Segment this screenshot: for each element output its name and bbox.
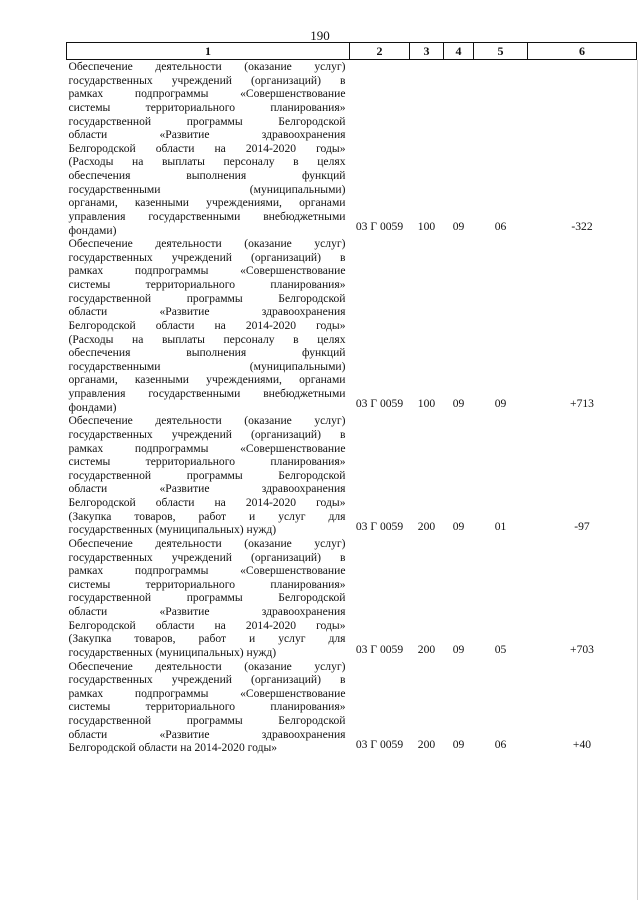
description-line: Обеспечение деятельности (оказание услуг) (68, 659, 346, 673)
row-subsection: 01 (494, 520, 507, 534)
row-subsection: 06 (494, 738, 507, 752)
row-expense-type: 200 (417, 642, 436, 656)
row-amount: -97 (574, 520, 590, 534)
table-row (67, 537, 637, 660)
description-line: государственными (муниципальными) (68, 359, 346, 373)
description-line: управления государственными внебюджетными (68, 209, 346, 223)
column-header-6: 6 (528, 43, 637, 60)
budget-table (66, 42, 637, 755)
description-line: системы территориального планирования» (68, 100, 346, 114)
row-section: 09 (452, 520, 465, 534)
description-line: Обеспечение деятельности (оказание услуг) (68, 536, 346, 550)
table-row (67, 60, 637, 238)
row-description (67, 414, 350, 537)
row-expense-type: 200 (417, 738, 436, 752)
description-line: обеспечения выполнения функций (68, 169, 346, 182)
description-line: (Закупка товаров, работ и услуг для (68, 509, 346, 523)
row-expense-type: 100 (417, 220, 436, 234)
description-line: рамках подпрограммы «Совершенствование (68, 686, 346, 700)
table-header-row (67, 43, 637, 60)
description-line: государственной программы Белгородской (68, 591, 346, 605)
description-line: фондами) (68, 223, 117, 237)
description-line: Обеспечение деятельности (оказание услуг) (68, 237, 346, 251)
description-line: органами, казенными учреждениями, органами (68, 196, 346, 210)
description-line: Белгородской области на 2014-2020 годы» (68, 618, 346, 632)
description-line: государственных учреждений (организаций) в (68, 73, 346, 87)
description-line: рамках подпрограммы «Совершенствование (68, 441, 346, 455)
description-line: государственных учреждений (организаций) в (68, 250, 346, 264)
description-line: государственными (муниципальными) (68, 182, 346, 196)
column-header-4: 4 (444, 43, 474, 60)
row-description (67, 537, 350, 660)
description-line: Белгородской области на 2014-2020 годы» (68, 141, 346, 155)
description-line: системы территориального планирования» (68, 577, 346, 591)
description-line: системы территориального планирования» (68, 278, 346, 291)
description-line: государственной программы Белгородской (68, 468, 346, 482)
description-line: Белгородской области на 2014-2020 годы» (68, 496, 346, 509)
description-line: государственной программы Белгородской (68, 714, 346, 727)
row-code: 03 Г 0059 (355, 397, 404, 411)
description-line: фондами) (68, 400, 117, 414)
row-section: 09 (452, 642, 465, 656)
description-line: государственной программы Белгородской (68, 114, 346, 128)
row-subsection: 05 (494, 642, 507, 656)
description-line: (Расходы на выплаты персоналу в целях (68, 332, 346, 346)
description-line: государственных (муниципальных) нужд) (68, 523, 277, 537)
table-row (67, 414, 637, 537)
column-header-3: 3 (410, 43, 444, 60)
description-line: области «Развитие здравоохранения (68, 128, 346, 142)
description-line: системы территориального планирования» (68, 455, 346, 469)
row-description (67, 660, 350, 755)
row-description (67, 237, 350, 414)
row-expense-type: 100 (417, 397, 436, 411)
description-line: государственных учреждений (организаций) в (68, 550, 346, 564)
row-amount: +703 (570, 642, 594, 656)
description-line: Белгородской области на 2014-2020 годы» (68, 741, 278, 755)
description-line: области «Развитие здравоохранения (68, 727, 346, 741)
description-line: системы территориального планирования» (68, 700, 346, 714)
row-code: 03 Г 0059 (355, 520, 404, 534)
description-line: (Закупка товаров, работ и услуг для (68, 632, 346, 646)
description-line: области «Развитие здравоохранения (68, 305, 346, 319)
column-header-1: 1 (67, 43, 350, 60)
row-amount: -322 (571, 220, 593, 234)
description-line: области «Развитие здравоохранения (68, 605, 346, 618)
column-header-5: 5 (474, 43, 528, 60)
table-row (67, 660, 637, 755)
description-line: Белгородской области на 2014-2020 годы» (68, 318, 346, 332)
description-line: рамках подпрограммы «Совершенствование (68, 564, 346, 578)
row-code: 03 Г 0059 (355, 738, 404, 752)
row-section: 09 (452, 738, 465, 752)
description-line: обеспечения выполнения функций (68, 346, 346, 360)
description-line: Обеспечение деятельности (оказание услуг) (68, 414, 346, 428)
row-amount: +40 (572, 738, 592, 752)
description-line: области «Развитие здравоохранения (68, 482, 346, 496)
description-line: Обеспечение деятельности (оказание услуг) (68, 60, 346, 73)
row-expense-type: 200 (417, 520, 436, 534)
row-section: 09 (452, 220, 465, 234)
description-line: государственных учреждений (организаций) в (68, 673, 346, 687)
description-line: рамках подпрограммы «Совершенствование (68, 87, 346, 101)
description-line: государственной программы Белгородской (68, 291, 346, 305)
row-description (67, 60, 350, 238)
description-line: управления государственными внебюджетными (68, 387, 346, 400)
table-row (67, 237, 637, 414)
page-number: 190 (310, 28, 330, 43)
row-section: 09 (452, 397, 465, 411)
row-code: 03 Г 0059 (355, 220, 404, 234)
scan-edge-line (637, 60, 638, 900)
row-subsection: 06 (494, 220, 507, 234)
description-line: (Расходы на выплаты персоналу в целях (68, 155, 346, 169)
description-line: рамках подпрограммы «Совершенствование (68, 264, 346, 278)
description-line: государственных учреждений (организаций) в (68, 427, 346, 441)
row-code: 03 Г 0059 (355, 642, 404, 656)
row-subsection: 09 (494, 397, 507, 411)
row-amount: +713 (570, 397, 594, 411)
description-line: государственных (муниципальных) нужд) (68, 645, 277, 659)
description-line: органами, казенными учреждениями, органами (68, 373, 346, 387)
column-header-2: 2 (350, 43, 410, 60)
